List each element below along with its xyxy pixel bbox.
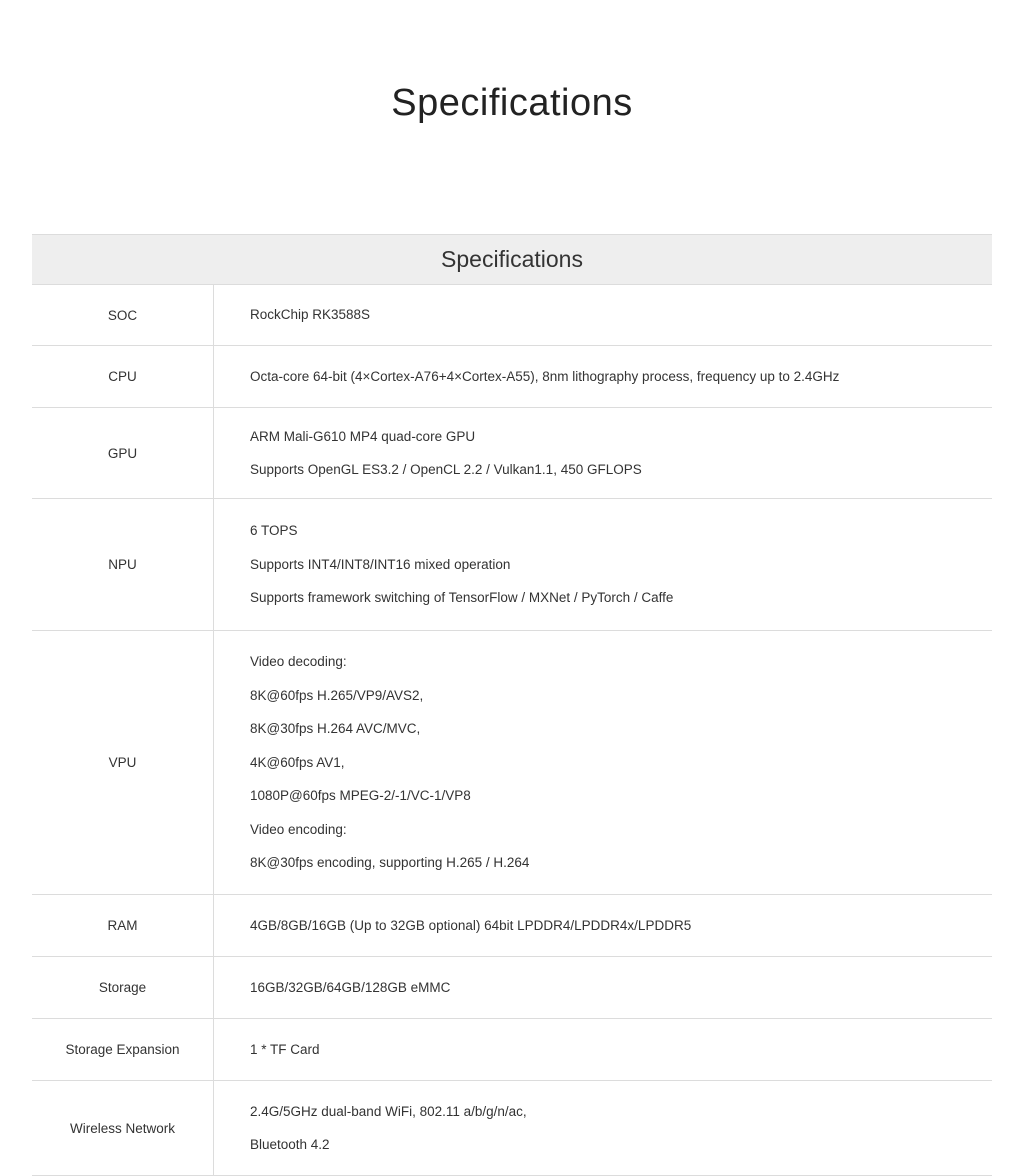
table-row [32, 408, 992, 499]
spec-value [214, 631, 993, 895]
spec-label: SOC [32, 285, 214, 346]
spec-value-line: 1 * TF Card [250, 1041, 320, 1057]
spec-value [214, 408, 993, 499]
spec-value-line: 2.4G/5GHz dual-band WiFi, 802.11 a/b/g/n/ac, [250, 1103, 527, 1119]
table-header-row [32, 235, 992, 285]
spec-label: Wireless Network [32, 1081, 214, 1176]
spec-label: NPU [32, 499, 214, 631]
table-row [32, 1081, 992, 1176]
spec-label: Storage Expansion [32, 1019, 214, 1081]
spec-value-line: 4GB/8GB/16GB (Up to 32GB optional) 64bit LPDDR4/LPDDR4x/LPDDR5 [250, 917, 692, 933]
spec-value [214, 1081, 993, 1176]
spec-value-line: 8K@60fps H.265/VP9/AVS2, [250, 687, 424, 703]
spec-value [214, 285, 993, 346]
page-title: Specifications [391, 82, 633, 124]
table-row [32, 499, 992, 631]
spec-value-line: Video decoding: [250, 654, 347, 670]
table-row [32, 285, 992, 346]
spec-value-line: 1080P@60fps MPEG-2/-1/VC-1/VP8 [250, 788, 471, 804]
spec-label: Storage [32, 957, 214, 1019]
spec-value [214, 1019, 993, 1081]
table-row [32, 346, 992, 408]
spec-label: VPU [32, 631, 214, 895]
spec-value-line: Supports framework switching of TensorFlow / MXNet / PyTorch / Caffe [250, 590, 674, 606]
spec-value-line: Video encoding: [250, 821, 347, 837]
spec-value-line: 6 TOPS [250, 523, 298, 539]
spec-value-line: Octa-core 64-bit (4×Cortex-A76+4×Cortex-A55), 8nm lithography process, frequency up to 2.4GHz [250, 368, 840, 384]
spec-value-line: 4K@60fps AV1, [250, 754, 345, 770]
table-row [32, 631, 992, 895]
spec-value-line: RockChip RK3588S [250, 307, 371, 322]
spec-value-line: Supports INT4/INT8/INT16 mixed operation [250, 556, 511, 572]
spec-value [214, 499, 993, 631]
spec-value [214, 346, 993, 408]
table-header: Specifications [32, 235, 992, 285]
spec-value-line: Bluetooth 4.2 [250, 1137, 330, 1152]
spec-value [214, 895, 993, 957]
spec-value-line: 8K@30fps encoding, supporting H.265 / H.264 [250, 855, 530, 871]
table-row [32, 1019, 992, 1081]
table-body [32, 285, 992, 1176]
spec-value-line: Supports OpenGL ES3.2 / OpenCL 2.2 / Vulkan1.1, 450 GFLOPS [250, 462, 642, 477]
spec-value-line: 8K@30fps H.264 AVC/MVC, [250, 721, 421, 737]
spec-label: RAM [32, 895, 214, 957]
table-row [32, 895, 992, 957]
spec-label: CPU [32, 346, 214, 408]
spec-value-line: ARM Mali-G610 MP4 quad-core GPU [250, 428, 476, 444]
table-row [32, 957, 992, 1019]
specifications-table [32, 234, 992, 1176]
spec-value-line: 16GB/32GB/64GB/128GB eMMC [250, 979, 451, 995]
spec-label: GPU [32, 408, 214, 499]
spec-value [214, 957, 993, 1019]
